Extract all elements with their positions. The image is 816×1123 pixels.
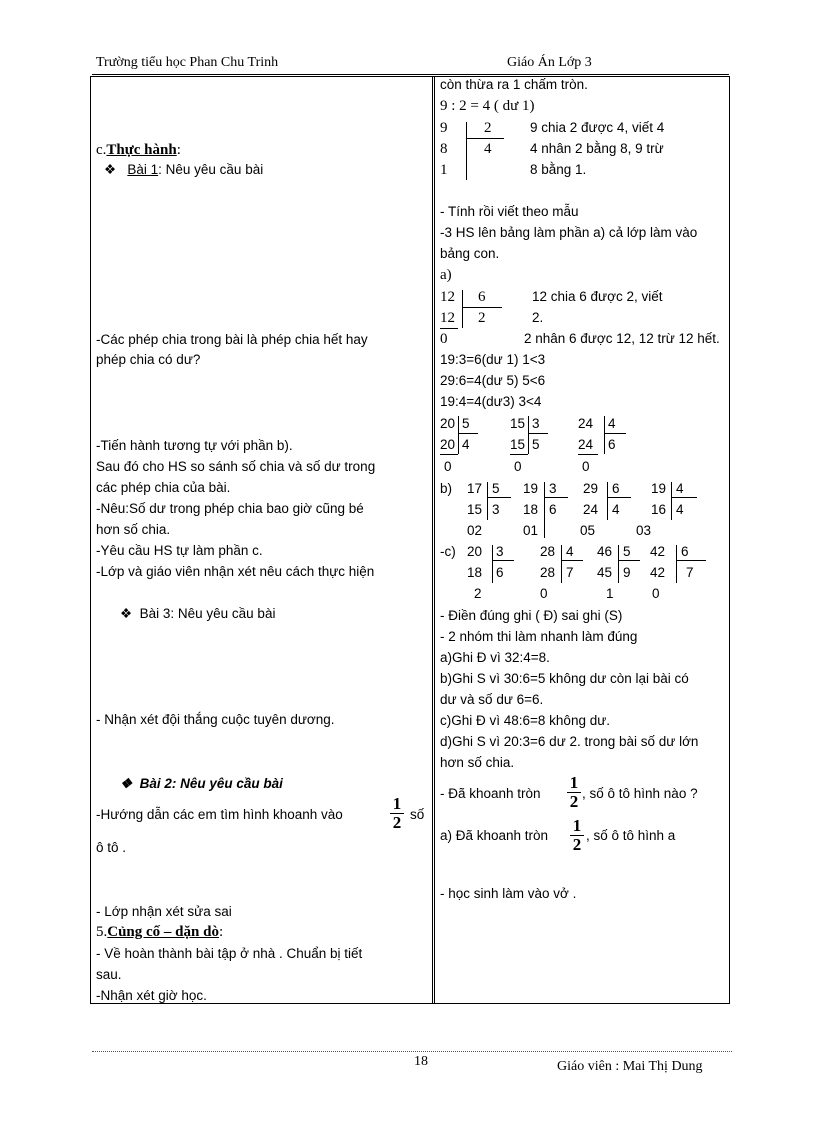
div-cell: 20 (440, 437, 456, 452)
div-line (676, 545, 677, 583)
div-cell: 20 (440, 416, 456, 431)
div-line (607, 482, 608, 520)
fill-3: a)Ghi Đ vì 32:4=8. (440, 650, 550, 665)
div-cell: 4 (676, 502, 684, 517)
div-cell: 6 (549, 502, 557, 517)
fraction-half: 1 2 (567, 775, 581, 810)
div-cell: 28 (540, 544, 556, 559)
div-line (528, 433, 548, 434)
header-rule (92, 74, 729, 75)
div-line (618, 545, 619, 583)
div-cell: 45 (597, 565, 613, 580)
winner-remark: - Nhận xét đội thắng cuộc tuyên dương. (96, 712, 335, 727)
div-cell: 05 (580, 523, 596, 538)
explain-2: 4 nhân 2 bằng 8, 9 trừ (530, 141, 664, 156)
div-line (510, 454, 528, 455)
practice-heading: c.Thực hành: (96, 142, 181, 158)
fill-8: hơn số chia. (440, 755, 515, 770)
left-line-7: -Lớp và giáo viên nhận xét nêu cách thực hiện (96, 564, 375, 579)
div-cell: 4 (462, 437, 470, 452)
part-b-label: b) (440, 481, 453, 496)
fill-1: - Điền đúng ghi ( Đ) sai ghi (S) (440, 608, 623, 623)
div-line (618, 560, 640, 561)
div-dividend: 9 (440, 120, 448, 136)
div-cell: 15 (510, 416, 526, 431)
div-cell: 18 (467, 565, 483, 580)
div-cell: 29 (583, 481, 599, 496)
div-line (671, 482, 672, 520)
footer-rule (92, 1051, 732, 1052)
div-cell: 6 (612, 481, 620, 496)
div-line (458, 416, 459, 454)
div-cell: 5 (492, 481, 500, 496)
header-school: Trường tiểu học Phan Chu Trinh (96, 55, 279, 70)
div-cell: 4 (676, 481, 684, 496)
div-line (604, 416, 605, 454)
div-cell: 6 (496, 565, 504, 580)
fill-6: c)Ghi Đ vì 48:6=8 không dư. (440, 713, 611, 728)
div-cell: 5 (623, 544, 631, 559)
compare-3: 19:4=4(dư3) 3<4 (440, 394, 542, 409)
right-line-1: 9 : 2 = 4 ( dư 1) (440, 98, 535, 114)
div-cell: 6 (608, 437, 616, 452)
fill-4: b)Ghi S vì 30:6=5 không dư còn lại bài có (440, 671, 689, 686)
bai2-line: ❖ Bài 2: Nêu yêu cầu bài (120, 776, 283, 791)
div-line (544, 482, 545, 538)
div-cell: 7 (686, 565, 694, 580)
div-divisor: 2 (484, 120, 492, 136)
fraction-half: 1 2 (570, 818, 584, 853)
div-cell: 4 (566, 544, 574, 559)
div-line (487, 497, 511, 498)
circled-line-1-end: , số ô tô hình nào ? (582, 786, 698, 801)
lesson-table (90, 76, 730, 1004)
circled-line-2-end: , số ô tô hình a (586, 828, 676, 843)
div-cell: 4 (612, 502, 620, 517)
homework-line-2: sau. (96, 967, 122, 982)
left-line-4: -Nêu:Số dư trong phép chia bao giờ cũng bé (96, 501, 364, 516)
div-line (561, 560, 583, 561)
fill-2: - 2 nhóm thi làm nhanh làm đúng (440, 629, 638, 644)
question-line-2: phép chia có dư? (96, 352, 201, 367)
student-note: - học sinh làm vào vở . (440, 886, 577, 901)
div-line (561, 545, 562, 583)
part-c-label: -c) (440, 544, 456, 559)
div-cell: 24 (578, 416, 594, 431)
a-quotient: 2 (478, 310, 486, 326)
div-cell: 5 (462, 416, 470, 431)
div-line (458, 433, 478, 434)
div-cell: 9 (623, 565, 631, 580)
div-cell: 19 (651, 481, 667, 496)
div-cell: 24 (583, 502, 599, 517)
circled-line-1: - Đã khoanh tròn (440, 786, 541, 801)
a-remainder: 0 (440, 331, 448, 347)
task-1: - Tính rồi viết theo mẫu (440, 204, 579, 219)
homework-line-1: - Về hoàn thành bài tập ở nhà . Chuẩn bị tiết (96, 946, 363, 961)
div-cell: 28 (540, 565, 556, 580)
compare-1: 19:3=6(dư 1) 1<3 (440, 352, 546, 367)
div-cell: 42 (650, 565, 666, 580)
car-text: ô tô . (96, 840, 127, 855)
div-cell: 02 (467, 523, 483, 538)
div-cell: 15 (467, 502, 483, 517)
div-cell: 24 (578, 437, 594, 452)
div-cell: 0 (514, 459, 522, 474)
div-cell: 01 (523, 523, 539, 538)
div-cell: 3 (549, 481, 557, 496)
consolidation-heading: 5.Củng cố – dặn dò: (96, 924, 224, 940)
div-cell: 0 (582, 459, 590, 474)
div-cell: 42 (650, 544, 666, 559)
fill-7: d)Ghi S vì 20:3=6 dư 2. trong bài số dư lớn (440, 734, 699, 749)
question-line-1: -Các phép chia trong bài là phép chia hết hay (96, 332, 368, 347)
div-cell: 2 (474, 586, 482, 601)
a-horizontal-line (462, 307, 502, 308)
a-product: 12 (440, 310, 455, 326)
div-line (492, 560, 514, 561)
fraction-half: 1 2 (390, 796, 404, 831)
left-line-6: -Yêu cầu HS tự làm phần c. (96, 543, 263, 558)
right-line-0: còn thừa ra 1 chấm tròn. (440, 77, 588, 92)
a-vertical-line (462, 290, 463, 328)
div-cell: 15 (510, 437, 526, 452)
div-cell: 0 (540, 586, 548, 601)
div-cell: 16 (651, 502, 667, 517)
div-cell: 0 (444, 459, 452, 474)
task-2: -3 HS lên bảng làm phần a) cả lớp làm vào (440, 225, 698, 240)
div-cell: 7 (566, 565, 574, 580)
a-dividend: 12 (440, 289, 455, 305)
a-explain-2: 2. (532, 310, 544, 325)
lesson-remark: -Nhận xét giờ học. (96, 988, 207, 1003)
part-a-label: a) (440, 267, 452, 283)
div-cell: 1 (606, 586, 614, 601)
div-cell: 46 (597, 544, 613, 559)
div-line (671, 497, 697, 498)
div-line (492, 545, 493, 583)
div-cell: 4 (608, 416, 616, 431)
div-line (607, 497, 631, 498)
div-line (676, 560, 706, 561)
div-cell: 6 (681, 544, 689, 559)
bai3-line: ❖ Bài 3: Nêu yêu cầu bài (120, 606, 276, 621)
footer-teacher: Giáo viên : Mai Thị Dung (557, 1059, 703, 1074)
column-divider (432, 76, 435, 1004)
div-vertical-line (466, 122, 467, 180)
guide-line: -Hướng dẫn các em tìm hình khoanh vào (96, 807, 343, 822)
compare-2: 29:6=4(dư 5) 5<6 (440, 373, 546, 388)
div-cell: 20 (467, 544, 483, 559)
div-cell: 19 (523, 481, 539, 496)
div-cell: 0 (652, 586, 660, 601)
div-cell: 3 (532, 416, 540, 431)
explain-3: 8 bằng 1. (530, 162, 587, 177)
div-line (604, 433, 626, 434)
task-3: bảng con. (440, 246, 500, 261)
bai1-line: ❖ Bài 1: Nêu yêu cầu bài (104, 162, 264, 177)
a-subtract-line (440, 328, 458, 329)
div-cell: 3 (492, 502, 500, 517)
circled-line-2: a) Đã khoanh tròn (440, 828, 549, 843)
a-explain-1: 12 chia 6 được 2, viết (532, 289, 663, 304)
div-cell: 03 (636, 523, 652, 538)
div-line (440, 454, 458, 455)
div-cell: 5 (532, 437, 540, 452)
page-number: 18 (414, 1054, 428, 1069)
left-line-5: hơn số chia. (96, 522, 171, 537)
div-remainder: 1 (440, 162, 448, 178)
header-title: Giáo Án Lớp 3 (507, 55, 592, 70)
a-explain-3: 2 nhân 6 được 12, 12 trừ 12 hết. (524, 331, 720, 346)
explain-1: 9 chia 2 được 4, viết 4 (530, 120, 665, 135)
left-line-2: Sau đó cho HS so sánh số chia và số dư trong (96, 459, 376, 474)
div-quotient: 4 (484, 141, 492, 157)
left-line-1: -Tiến hành tương tự với phần b). (96, 438, 293, 453)
left-line-3: các phép chia của bài. (96, 480, 231, 495)
a-divisor: 6 (478, 289, 486, 305)
div-cell: 3 (496, 544, 504, 559)
div-horizontal-line (466, 138, 504, 139)
class-remark: - Lớp nhận xét sửa sai (96, 904, 232, 919)
div-line (487, 482, 488, 520)
fill-5: dư và số dư 6=6. (440, 692, 544, 707)
guide-line-end: số (410, 807, 425, 822)
div-product: 8 (440, 141, 448, 157)
div-line (578, 454, 598, 455)
div-line (544, 497, 568, 498)
div-line (528, 416, 529, 454)
div-cell: 17 (467, 481, 483, 496)
div-cell: 18 (523, 502, 539, 517)
